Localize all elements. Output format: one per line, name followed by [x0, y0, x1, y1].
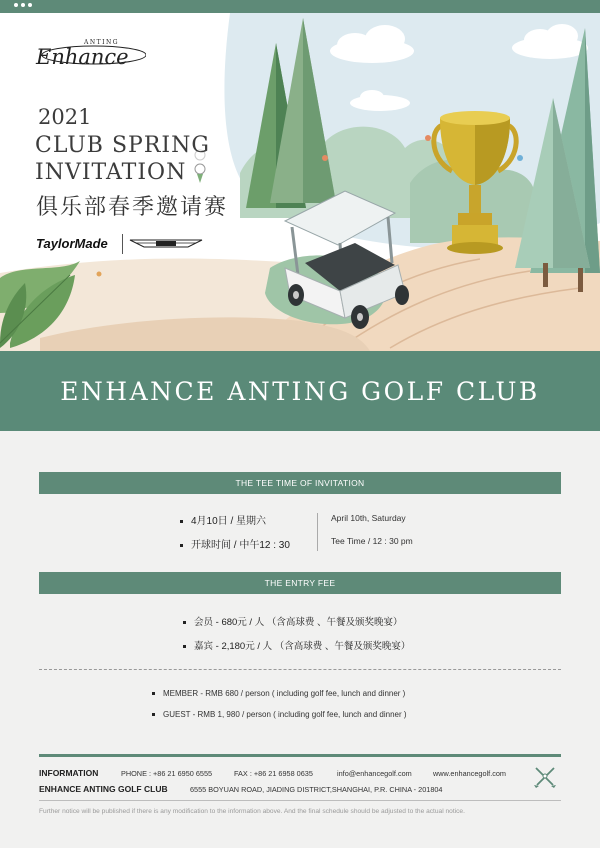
tee-time-en: Tee Time / 12 : 30 pm	[331, 536, 413, 546]
tee-date-cn	[180, 512, 266, 527]
fee-guest-en-text: GUEST - RMB 1, 980 / person ( including golf fee, lunch and dinner )	[163, 710, 407, 719]
fee-member-cn	[183, 614, 403, 628]
club-banner	[0, 351, 600, 431]
footnote: Further notice will be published if there is any modification to the information above. And the final schedule should be adjusted to the actual notice.	[39, 808, 465, 815]
dashed-divider	[39, 669, 561, 670]
window-dots	[14, 3, 32, 7]
fee-member-cn-text: 会员 - 680元 / 人 （含高球费 、午餐及颁奖晚宴）	[194, 617, 403, 628]
tee-date-en: April 10th, Saturday	[331, 513, 406, 523]
bullet-icon	[183, 621, 186, 624]
hero-illustration	[0, 13, 600, 351]
taylormade-logo: TaylorMade	[36, 236, 108, 251]
info-address: 6555 BOYUAN ROAD, JIADING DISTRICT,SHANGHAI, P.R. CHINA - 201804	[190, 785, 443, 794]
logo-anting-text: ANTING	[84, 39, 119, 46]
info-email[interactable]: info@enhancegolf.com	[337, 769, 412, 778]
fee-guest-en	[152, 710, 407, 719]
info-website[interactable]: www.enhancegolf.com	[433, 769, 507, 778]
info-top-rule	[39, 754, 561, 757]
logo-swoosh-icon	[34, 43, 146, 67]
bullet-icon	[152, 713, 155, 716]
bullet-icon	[183, 645, 186, 648]
tee-time-divider	[317, 513, 318, 551]
tee-date-cn-text: 4月10日 / 星期六	[191, 516, 267, 527]
event-title-line1: CLUB SPRING	[35, 133, 210, 158]
fee-member-en-text: MEMBER - RMB 680 / person ( including golf fee, lunch and dinner )	[163, 689, 406, 698]
aston-martin-wings-logo-icon	[128, 235, 204, 255]
club-banner-title: ENHANCE ANTING GOLF CLUB	[60, 376, 540, 406]
bullet-icon	[180, 544, 183, 547]
tee-time-heading: THE TEE TIME OF INVITATION	[39, 472, 561, 494]
fee-guest-cn	[183, 638, 410, 652]
crossed-golf-clubs-icon	[532, 764, 558, 790]
top-bar	[0, 0, 600, 13]
golf-ball-tee-icon	[193, 163, 207, 185]
fee-guest-cn-text: 嘉宾 - 2,180元 / 人 （含高球费 、午餐及颁奖晚宴）	[194, 641, 411, 652]
bullet-icon	[180, 520, 183, 523]
info-phone: PHONE : +86 21 6950 6555	[121, 769, 213, 778]
sponsor-divider	[122, 234, 123, 254]
event-year: 2021	[38, 105, 92, 129]
tee-time-cn	[180, 536, 290, 551]
info-club-name: ENHANCE ANTING GOLF CLUB	[39, 784, 168, 794]
event-title-chinese: 俱乐部春季邀请赛	[36, 195, 229, 220]
info-bottom-rule	[39, 800, 561, 801]
info-fax: FAX : +86 21 6958 0635	[234, 769, 313, 778]
entry-fee-heading: THE ENTRY FEE	[39, 572, 561, 594]
info-label: INFORMATION	[39, 768, 99, 778]
logo-enhance-text: Enhance	[36, 45, 129, 69]
tee-time-cn-text: 开球时间 / 中午12 : 30	[191, 540, 290, 551]
event-title-line2: INVITATION	[35, 160, 187, 185]
bullet-icon	[152, 692, 155, 695]
fee-member-en	[152, 689, 405, 698]
